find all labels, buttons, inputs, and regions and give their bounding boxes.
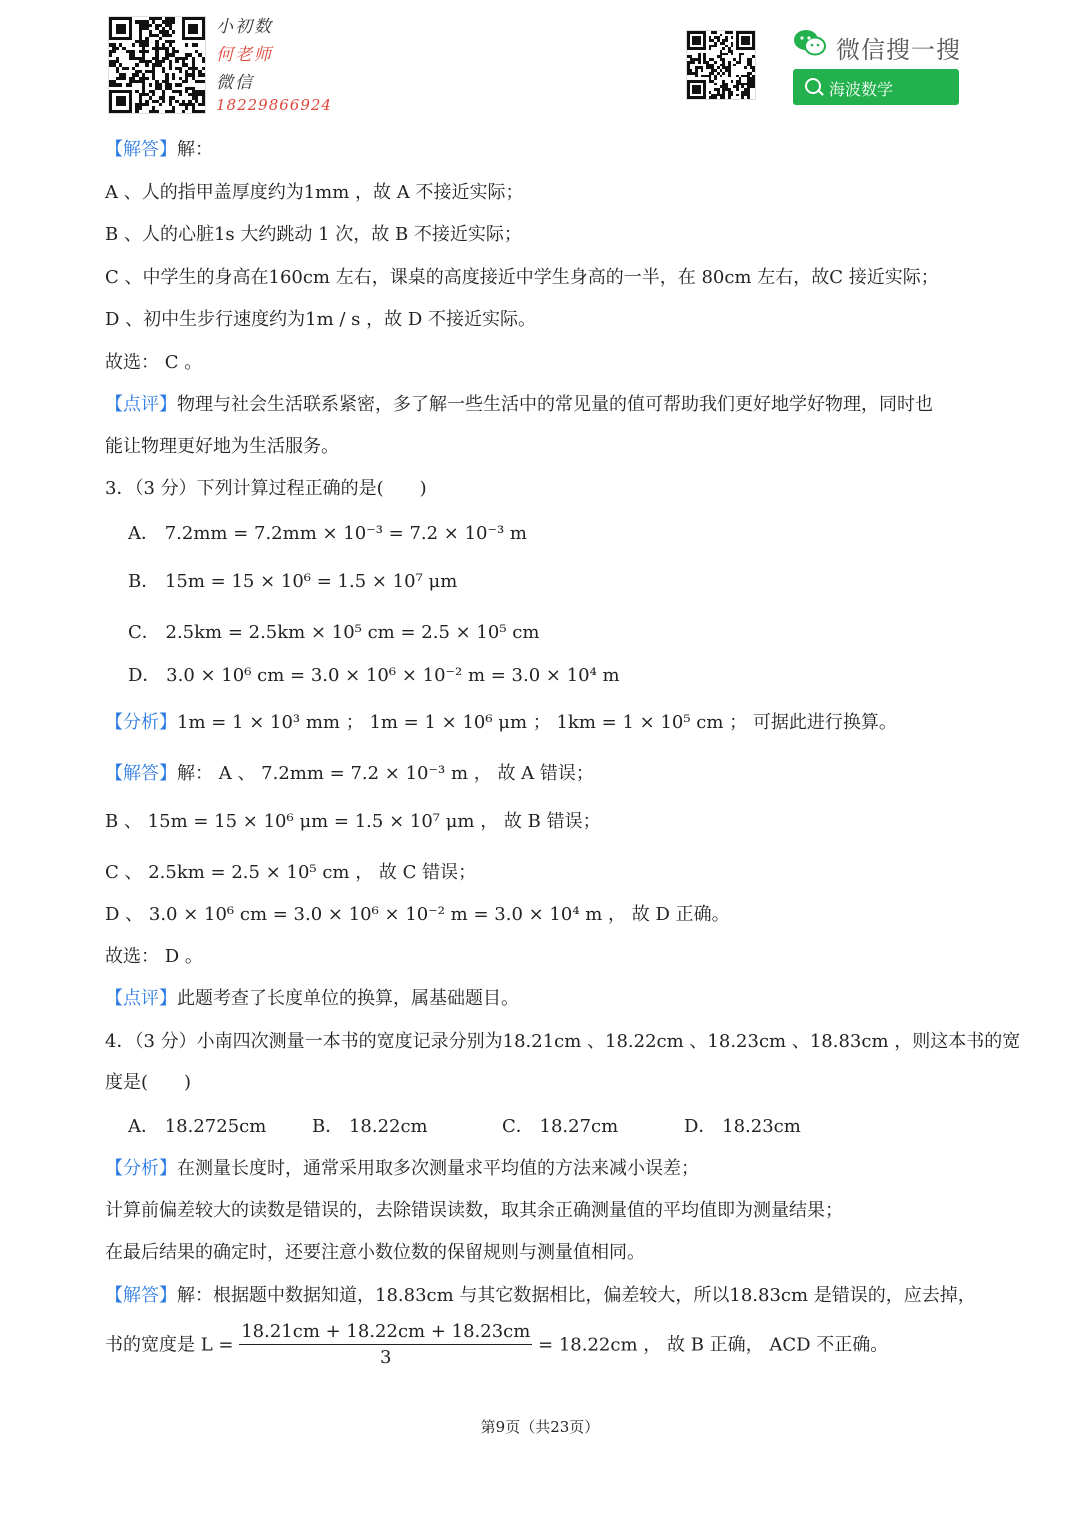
search-icon [805,78,821,94]
q3-option-b: B． 15m = 15 × 10⁶ = 1.5 × 10⁷ μm [128,571,458,592]
qr-code-left [108,16,206,114]
q3-option-a: A． 7.2mm = 7.2mm × 10⁻³ = 7.2 × 10⁻³ m [128,523,528,544]
s2-text-2: 能让物理更好地为生活服务。 [105,436,339,457]
answer-tag: 【解答】 [105,139,177,160]
teacher-line-3: 微信 [216,73,254,93]
comment-tag: 【点评】 [105,394,177,415]
fraction-numerator: 18.21cm + 18.22cm + 18.23cm [239,1320,532,1345]
wechat-logo-icon [793,29,827,57]
q4-analysis-2: 计算前偏差较大的读数是错误的，去除错误读数，取其余正确测量值的平均值即为测量结果； [105,1200,843,1221]
q4-option-c: C． 18.27cm [502,1116,619,1137]
q3-option-d: D． 3.0 × 10⁶ cm = 3.0 × 10⁶ × 10⁻² m = 3.0 × 10⁴ m [128,665,620,686]
fraction-denominator: 3 [380,1347,392,1368]
q3-comment [105,987,519,1011]
s1-choice: 故选： C 。 [105,352,203,373]
q4-solution-1: 解：根据题中数据知道，18.83cm 与其它数据相比，偏差较大，所以18.83cm 是错误的，应去掉， [177,1285,976,1306]
page-number: 第9页（共23页） [480,1418,600,1436]
q4-solution-pre: 书的宽度是 L = [105,1334,234,1356]
answer-tag: 【解答】 [105,763,177,784]
q3-solution-b: B 、 15m = 15 × 10⁶ μm = 1.5 × 10⁷ μm ， 故 B 错误； [105,811,601,832]
teacher-line-2: 何老师 [216,45,273,65]
q4-analysis-1: 在测量长度时，通常采用取多次测量求平均值的方法来减小误差； [177,1158,699,1179]
q4-analysis [105,1157,699,1181]
q3-choice: 故选： D 。 [105,946,203,967]
q4-option-a: A． 18.2725cm [128,1116,267,1137]
q4-option-b: B． 18.22cm [312,1116,428,1137]
q4-solution-post: = 18.22cm ， 故 B 正确， ACD 不正确。 [538,1334,889,1356]
wechat-search-button[interactable] [793,69,959,105]
q3-analysis-text: 1m = 1 × 10³ mm ； 1m = 1 × 10⁶ μm ； 1km = 1 × 10⁵ cm ； 可据此进行换算。 [177,712,897,733]
q4-option-d: D． 18.23cm [684,1116,801,1137]
s1-heading [105,138,213,162]
analysis-tag: 【分析】 [105,712,177,733]
answer-tag: 【解答】 [105,1285,177,1306]
s2-text-1: 物理与社会生活联系紧密，多了解一些生活中的常见量的值可帮助我们更好地学好物理，同时也 [177,394,933,415]
wechat-search-title: 微信搜一搜 [836,36,961,64]
q4-stem-1: 4．（3 分）小南四次测量一本书的宽度记录分别为18.21cm 、18.22cm 、18.23cm 、18.83cm ，则这本书的宽 [105,1031,1021,1052]
s1-option-b: B 、人的心脏1s 大约跳动 1 次，故 B 不接近实际； [105,224,522,245]
s1-option-a: A 、人的指甲盖厚度约为1mm ，故 A 不接近实际； [105,182,524,203]
q3-option-c: C． 2.5km = 2.5km × 10⁵ cm = 2.5 × 10⁵ cm [128,622,540,643]
q4-solution-2 [105,1320,888,1371]
q3-stem: 3．（3 分）下列计算过程正确的是( ) [105,478,427,499]
teacher-line-1: 小初数 [216,17,273,37]
q3-solution-d: D 、 3.0 × 10⁶ cm = 3.0 × 10⁶ × 10⁻² m = 3.0 × 10⁴ m ， 故 D 正确。 [105,904,730,925]
comment-tag: 【点评】 [105,988,177,1009]
analysis-tag: 【分析】 [105,1158,177,1179]
q4-fraction [239,1320,532,1371]
q4-solution [105,1284,976,1308]
teacher-phone: 18229866924 [216,96,332,114]
qr-code-right [686,30,756,100]
q3-solution-c: C 、 2.5km = 2.5 × 10⁵ cm ， 故 C 错误； [105,862,477,883]
q3-solution [105,762,594,786]
s1-option-d: D 、初中生步行速度约为1m / s ，故 D 不接近实际。 [105,309,537,330]
q4-analysis-3: 在最后结果的确定时，还要注意小数位数的保留规则与测量值相同。 [105,1242,645,1263]
s1-intro: 解： [177,139,213,160]
q3-analysis [105,711,897,735]
q3-comment-text: 此题考查了长度单位的换算，属基础题目。 [177,988,519,1009]
s2-comment [105,393,933,417]
search-button-label: 海波数学 [829,80,894,99]
s1-option-c: C 、中学生的身高在160cm 左右，课桌的高度接近中学生身高的一半，在 80cm 左右，故C 接近实际； [105,267,939,288]
q3-solution-a: 解： A 、 7.2mm = 7.2 × 10⁻³ m ， 故 A 错误； [177,763,594,784]
q4-stem-2: 度是( ) [105,1072,192,1093]
